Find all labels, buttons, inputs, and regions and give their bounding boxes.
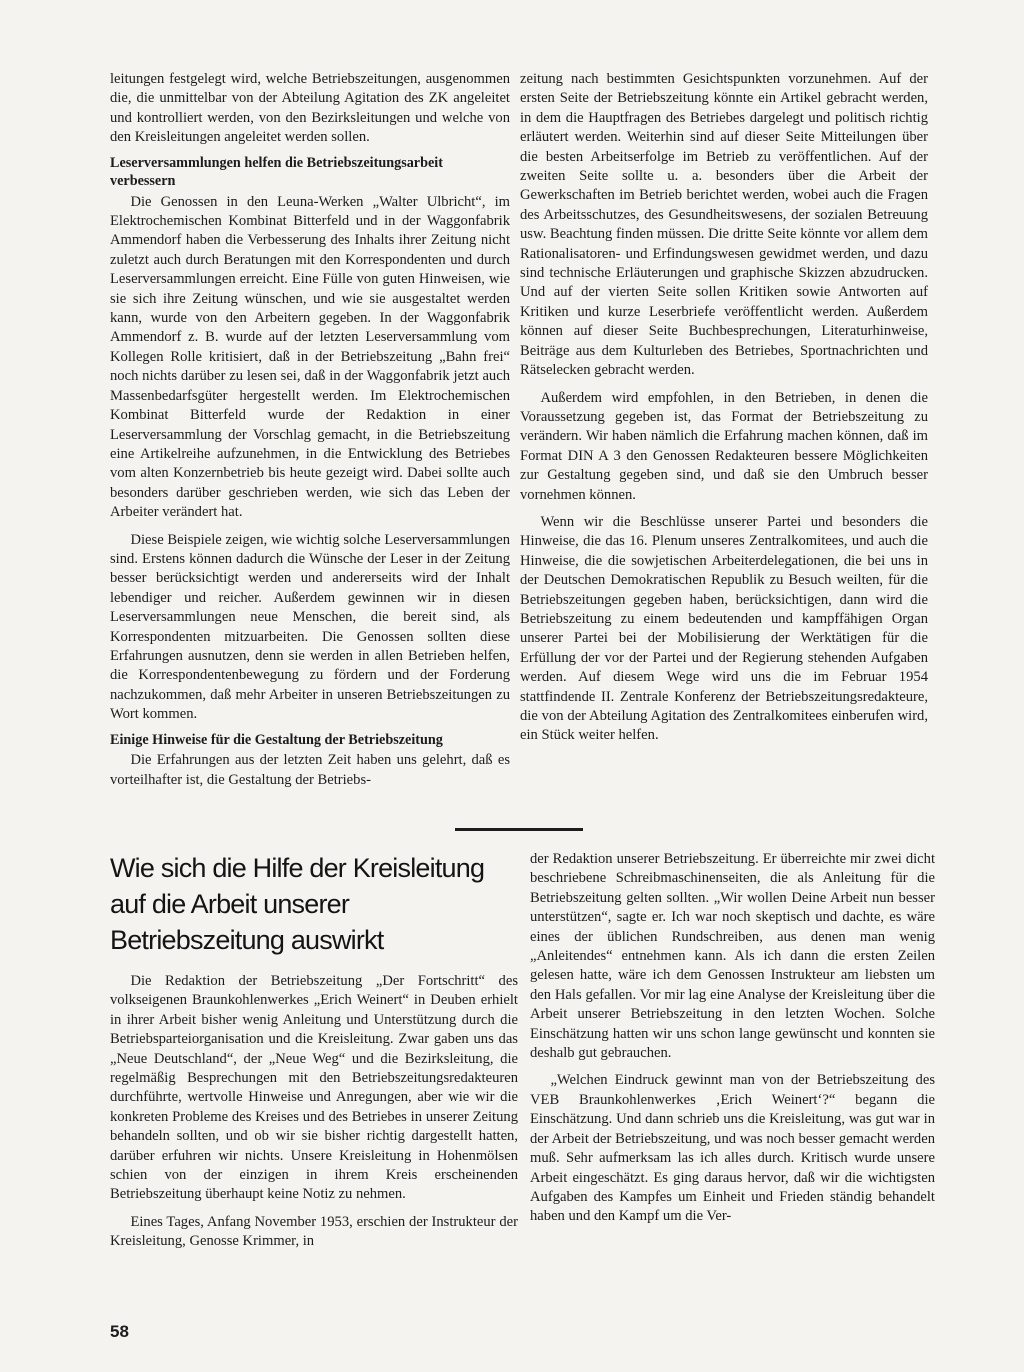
body-paragraph: Außerdem wird empfohlen, in den Betrieben, in denen die Voraussetzung gegeben ist, das Format der Betriebszeitung zu verändern. Wir haben nämlich die Erfahrung machen können, daß im Format DIN A 3 den Genossen Redakteuren bessere Möglichkeiten zur Gestaltung gegeben sind, und daß sie den Umbruch besser vornehmen können.: [520, 389, 928, 503]
section-divider: [455, 828, 583, 831]
article-left-column: [110, 850, 518, 1252]
page-number: 58: [110, 1322, 129, 1341]
continued-paragraph: leitungen festgelegt wird, welche Betriebszeitungen, ausgenommen die, die unmittelbar von der Abteilung Agitation des ZK angeleitet und kontrolliert werden, von den Bezirksleitungen und welche von den Kreisleitungen angeleitet werden sollen.: [110, 71, 510, 146]
top-right-column: [520, 70, 928, 746]
body-paragraph: Eines Tages, Anfang November 1953, erschien der Instrukteur der Kreisleitung, Genosse Krimmer, in: [110, 1213, 518, 1250]
body-paragraph: Die Erfahrungen aus der letzten Zeit haben uns gelehrt, daß es vorteilhafter ist, die Gestaltung der Betriebs-: [110, 752, 510, 788]
body-paragraph: „Welchen Eindruck gewinnt man von der Betriebszeitung des VEB Braunkohlenwerkes ‚Erich Weinert‘?“ begann die Einschätzung. Und dann schrieb uns die Kreisleitung, was gut war in der Arbeit der Betriebszeitung, und was noch besser gemacht werden muß. Sehr aufmerksam las ich alles durch. Kritisch wurde unsere Arbeit eingeschätzt. Es ging daraus hervor, daß wir die wichtigsten Aufgaben des Kampfes um Einheit und Frieden ständig behandelt haben und den Kampf um die Ver-: [530, 1072, 935, 1225]
top-left-column: [110, 70, 510, 790]
body-paragraph: zeitung nach bestimmten Gesichtspunkten vorzunehmen. Auf der ersten Seite der Betriebszeitung könnte ein Artikel gebracht werden, in dem die Hauptfragen des Betriebes dargelegt und politisch richtig erläutert werden. Weiterhin sind auf dieser Seite Mitteilungen über die besten Arbeitserfolge im Betrieb zu veröffentlichen. Auf der zweiten Seite sollte u. a. besonders über die Arbeit der Gewerkschaften im Betrieb berichtet werden, wobei auch die Fragen des Arbeitsschutzes, des Gesundheitswesens, der sozialen Betreuung usw. Beachtung finden müssen. Die dritte Seite könnte vor allem dem Rationalisatoren- und Erfindungswesen gewidmet werden, und dazu sind technische Erläuterungen und graphische Skizzen abzudrucken. Und auf der vierten Seite sollen Kritiken sowie Antworten auf Kritiken und kurze Leserbriefe veröffentlicht werden. Außerdem können auf dieser Seite Buchbesprechungen, Literaturhinweise, Beiträge aus dem Kulturleben des Betriebes, Sportnachrichten und Rätselecken gebracht werden.: [520, 71, 928, 379]
body-paragraph: Diese Beispiele zeigen, wie wichtig solche Leserversammlungen sind. Erstens können dadurch die Wünsche der Leser in der Zeitung besser berücksichtigt werden und andererseits wird der Inhalt lebendiger und reicher. Außerdem gewinnen wir in diesen Leserversammlungen neue Menschen, die bereit sind, als Korrespondenten mitzuarbeiten. Die Genossen sollten diese Erfahrungen ausnutzen, denn sie werden in allen Betrieben helfen, die Korrespondentenbewegung zu fördern und der Forderung nachzukommen, daß mehr Arbeiter in unseren Betriebszeitungen zu Wort kommen.: [110, 531, 510, 723]
body-paragraph: Die Genossen in den Leuna-Werken „Walter Ulbricht“, im Elektrochemischen Kombinat Bitterfeld und in der Waggonfabrik Ammendorf haben die Verbesserung des Inhalts ihrer Zeitung nicht zuletzt auch durch Beratungen mit den Korrespondenten und durch Leserversammlungen erreicht. Eine Fülle von guten Hinweisen, wie sie sich ihre Zeitung wünschen, und wie sie ausgestaltet werden kann, wurde von den Arbeitern gegeben. In der Waggonfabrik Ammendorf z. B. wurde auf der letzten Leserversammlung vom Kollegen Rolle kritisiert, daß in der Betriebszeitung „Bahn frei“ noch nichts darüber zu lesen sei, daß in der Waggonfabrik jetzt auch Massenbedarfsgüter hergestellt werden. Im Elektrochemischen Kombinat Bitterfeld wurde der Redaktion in einer Leserversammlung der Vorschlag gemacht, in die Betriebszeitung eine Artikelreihe aufzunehmen, in die Entwicklung des Betriebes vom alten Konzernbetrieb bis heute gezeigt wird. Dabei sollte auch besonders darüber geschrieben werden, wie sich das Leben der Arbeiter verändert hat.: [110, 193, 510, 521]
section-heading-leserversammlungen: Leserversammlungen helfen die Betriebszeitungsarbeit verbessern: [110, 154, 443, 190]
article-title: Wie sich die Hilfe der Kreisleitung auf die Arbeit unserer Betriebszeitung auswirkt: [110, 853, 485, 955]
body-paragraph: Die Redaktion der Betriebszeitung „Der Fortschritt“ des volkseigenen Braunkohlenwerkes „Erich Weinert“ in Deuben erhielt in ihrer Arbeit bisher wenig Anleitung und Unterstützung durch die Betriebsparteiorganisation und die Kreisleitung. Zwar gaben uns das „Neue Deutschland“, der „Neue Weg“ und die Bezirksleitung, die regelmäßig Besprechungen mit den Betriebszeitungsredakteuren durchführte, wertvolle Hinweise und Anregungen, aber wie wir die konkreten Probleme des Kreises und des Betriebes in unserer Zeitung behandeln sollten, und ob wir sie bisher richtig dargestellt hatten, darüber erfuhren wir nichts. Unsere Kreisleitung in Hohenmölsen schien von der einzigen in ihrem Kreis erscheinenden Betriebszeitung überhaupt keine Notiz zu nehmen.: [110, 973, 518, 1203]
body-paragraph: der Redaktion unserer Betriebszeitung. Er überreichte mir zwei dicht beschriebene Schreibmaschinenseiten, die als Anleitung für die Betriebszeitung gelten sollten. „Wir wollen Deine Arbeit nun besser unterstützen“, sagte er. Ich war noch skeptisch und dachte, es wäre eines der üblichen Rundschreiben, aus denen man wenig „Anleitendes“ entnehmen kann. Als ich dann die ersten Zeilen gelesen hatte, wäre ich dem Genossen Instrukteur am liebsten um den Hals gefallen. Vor mir lag eine Analyse der Kreisleitung über die Arbeit unserer Betriebszeitung in den letzten Wochen. Solche Einschätzung hatten wir uns schon lange gewünscht und konnten sie deshalb gut gebrauchen.: [530, 851, 935, 1062]
section-heading-gestaltung: Einige Hinweise für die Gestaltung der Betriebszeitung: [110, 731, 443, 748]
body-paragraph: Wenn wir die Beschlüsse unserer Partei und besonders die Hinweise, die das 16. Plenum unseres Zentralkomitees, und auch die Hinweise, die die sowjetischen Arbeiterdelegationen, die bei uns in der Deutschen Demokratischen Republik zu Besuch weilten, für die Betriebszeitungen gegeben haben, berücksichtigen, dann wird die Betriebszeitung zu einem bedeutenden und kampffähigen Organ unserer Partei bei der Mobilisierung der Werktätigen für die Erfüllung der vor der Partei und der Regierung stehenden Aufgaben werden. Auf diesem Wege wird uns die im Februar 1954 stattfindende II. Zentrale Konferenz der Betriebszeitungsredakteure, die von der Abteilung Agitation des Zentralkomitees einberufen wird, ein Stück weiter helfen.: [520, 513, 928, 744]
article-right-column: [530, 850, 935, 1227]
